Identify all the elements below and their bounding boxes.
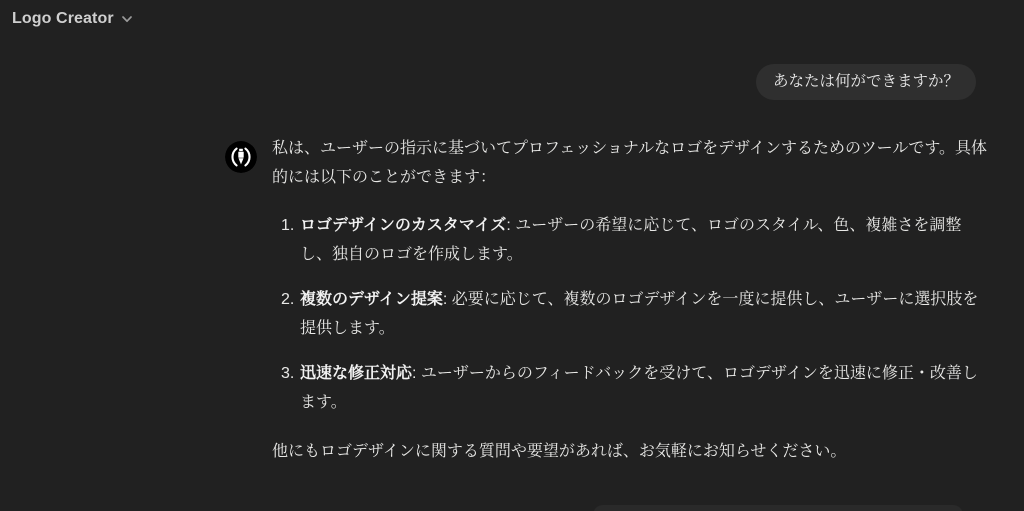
user-message-bubble — [756, 64, 976, 100]
list-item-text — [300, 359, 991, 417]
capability-list — [272, 211, 991, 417]
list-item-label: 迅速な修正対応 — [300, 365, 413, 382]
list-item-number: 1. — [281, 217, 295, 234]
assistant-intro-paragraph: 私は、ユーザーの指示に基づいてプロフェッショナルなロゴをデザインするためのツールです。具体的には以下のことができます： — [272, 140, 988, 186]
chevron-down-icon — [121, 13, 133, 25]
assistant-message-body — [272, 134, 991, 466]
list-item-description: : ユーザーからのフィードバックを受けて、ロゴデザインを迅速に修正・改善します。 — [300, 365, 978, 411]
top-bar — [0, 0, 1024, 40]
list-item-text — [300, 211, 991, 269]
user-message-text: あなたは何ができますか？ — [772, 73, 959, 90]
list-item-label: ロゴデザインのカスタマイズ — [300, 217, 507, 234]
message-composer[interactable] — [593, 505, 963, 511]
list-item-description: : 必要に応じて、複数のロゴデザインを一度に提供し、ユーザーに選択肢を提供します。 — [300, 291, 979, 337]
list-item-number: 3. — [281, 365, 295, 382]
list-item-number: 2. — [281, 291, 295, 308]
assistant-outro-paragraph: 他にもロゴデザインに関する質問や要望があれば、お気軽にお知らせください。 — [272, 443, 847, 460]
model-switcher-button[interactable] — [10, 6, 135, 32]
logo-creator-avatar — [225, 141, 257, 173]
list-item-label: 複数のデザイン提案 — [300, 291, 443, 308]
paintbrush-logo-icon — [225, 160, 257, 173]
gpt-title: Logo Creator — [12, 10, 114, 27]
list-item — [272, 285, 991, 343]
list-item-description: : ユーザーの希望に応じて、ロゴのスタイル、色、複雑さを調整し、独自のロゴを作成します。 — [300, 217, 962, 263]
list-item — [272, 211, 991, 269]
list-item — [272, 359, 991, 417]
list-item-text — [300, 285, 991, 343]
